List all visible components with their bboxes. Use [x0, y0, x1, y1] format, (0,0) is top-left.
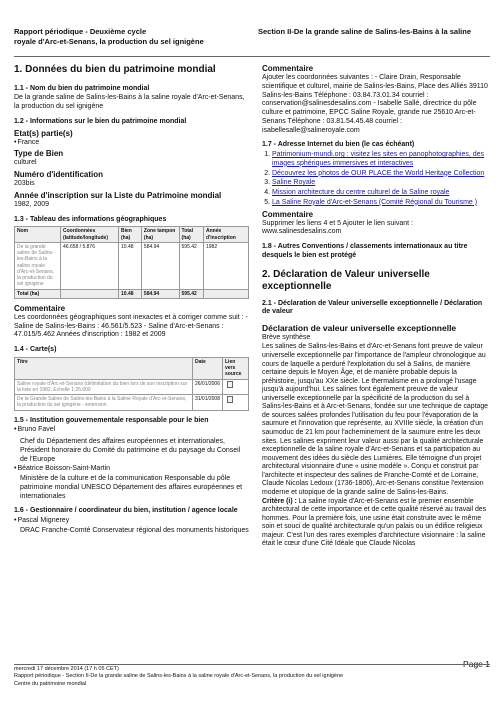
link-patrimonium[interactable]: Patrimonium-mundi.org : visitez les sites en panophotographies, des images sphériques immersives et interactives [272, 151, 485, 167]
annee-label: Année d'inscription sur la Liste du Patrimoine mondial [14, 190, 222, 200]
geo-cell: 584.94 [141, 242, 179, 289]
etats-value: France [17, 138, 40, 146]
maps-cell: 26/01/2006 [192, 379, 222, 395]
footer-date: mercredi 17 décembre 2014 (17 h 05 CET) [14, 666, 119, 672]
page-footer [14, 666, 490, 688]
breve-synthese: Brève synthèse [262, 333, 311, 341]
comment2-text: Supprimer les liens 4 et 5 Ajouter le lien suivant : www.salinesdesalins.com [262, 219, 413, 236]
link-crt[interactable]: La Saline Royale d'Arc-et-Senans (Comité Régional du Tourisme ) [272, 198, 478, 206]
s16-title: 1.6 - Gestionnaire / coordinateur du bien, institution / agence locale [14, 507, 238, 515]
s15-name: Bruno Favel [17, 426, 56, 434]
maps-th: Titre [15, 357, 193, 379]
document-icon[interactable] [227, 396, 233, 403]
list-item [272, 179, 490, 188]
list-item [272, 170, 490, 179]
etats-label: Etat(s) partie(s) [14, 128, 73, 138]
s16-name: Pascal Mignerey [17, 517, 70, 524]
table-row [15, 395, 249, 411]
list-item [272, 199, 490, 208]
geo-cell: 1982 [204, 242, 249, 289]
geo-th: Année d'inscription [204, 227, 249, 243]
section-title-line1: Section II-De la grande saline de Salins-les-Bains à la saline [258, 27, 471, 36]
maps-header-row [15, 357, 249, 379]
maps-cell: 31/01/2008 [192, 395, 222, 411]
page-number: Page 1 [463, 659, 490, 669]
comment-text: Ajouter les coordonnées suivantes : - Claire Drain, Responsable scientifique et culturel, mairie de Salins-les-Bains, Place des Alliés 39110 Salins-les-Bains Téléphone : 03.84.73.01.34 courriel : conservation@salinesdesalins.com - Isabelle Sallé, directrice du pôle culture et patrimoine, EPCC Saline Royale, grande rue 25610 Arc-et-Senans Téléphone : 03.81.54.45.48 courriel : isabellesalle@salineroyale.com [262, 74, 488, 134]
s14-title: 1.4 - Carte(s) [14, 346, 57, 353]
s11-text: De la grande saline de Salins-les-Bains à la saline royale d'Arc-et-Senans, la production du sel ignigène [14, 94, 245, 110]
dvue-body: Les salines de Salins-les-Bains et d'Arc-et-Senans font preuve de valeur universelle exceptionnelle par l'importance de l'ampleur chronologique au cours de laquelle a perduré l'exploitation du sel à Salins, de manière certaine depuis le Moyen Âge, et de manière probable depuis la préhistoire, jusqu'au XXe siècle. Le thermalisme en a prolongé l'usage jusqu'à aujourd'hui. Les salines font également preuve de valeur universelle exceptionnelle par la spécificité de la production du sel à Salins-les-Bains et à Arc-et-Senans, fondée sur une technique de captage de sources salées profondes l'utilisation du feu pour l'évaporation de la saumure et l'innovation que représente, au XVIIIe siècle, la création d'un saumoduc de 21 km pour l'acheminement de la saumure entre les deux sites. Les salines expriment leur valeur aussi par la qualité architecturale exceptionnelle de la saline royale d'Arc-et-Senans et sa participation au mouvement des idées du siècle des Lumières. Elle témoigne d'un projet architectural visionnaire d'une « usine modèle ». Conçu et construit par l'architecte et inspecteur des salines de Franche-Comté et de Lorraine, Claude Nicolas Ledoux (1736-1806), Arc-et-Senans constitue l'extension moderne et utopique de la grande saline de Salins-les-Bains. [262, 343, 489, 496]
geo-cell: De la grande saline de Salins-les-Bains à la saline royale d'Arc-et-Senans, la production du sel ignigène [15, 242, 61, 289]
s15-name2: Béatrice Boisson-Saint-Martin [17, 465, 111, 473]
footer-rule [14, 664, 490, 665]
table-total-row [15, 289, 249, 298]
maps-cell: Saline royale d'Arc-et-Senans (délimitation du bien lors de son inscription sur la liste en 1982. Echelle 1:25.000 [15, 379, 193, 395]
geo-cell [204, 289, 249, 298]
geo-cell: 584.94 [141, 289, 179, 298]
maps-th: Lien vers source [223, 357, 249, 379]
annee-value: 1982, 2009 [14, 200, 50, 208]
s16-text: DRAC Franche-Comté Conservateur régional des monuments historiques [20, 526, 249, 534]
geo-th: Nom [15, 227, 61, 243]
s12-title: 1.2 - Informations sur le bien du patrimoine mondial [14, 117, 187, 125]
geo-th: Bien (ha) [119, 227, 142, 243]
section-title-line2: royale d'Arc-et-Senans, la production du sel ignigène [14, 37, 204, 46]
maps-source-cell[interactable] [223, 395, 249, 411]
geo-th: Coordonnées (latitude/longitude) [61, 227, 119, 243]
num-label: Numéro d'identification [14, 170, 104, 179]
geo-table [14, 226, 249, 299]
maps-th: Date [192, 357, 222, 379]
footer-report: Rapport périodique - Section II-De la grande saline de Salins-les-Bains à la saline royale d'Arc-et-Senans, la production du sel ignigène [14, 673, 344, 680]
s15-text: Chef du Département des affaires européennes et internationales, Président honoraire du Comité du patrimoine et du paysage du Conseil de l'Europe [20, 438, 241, 463]
table-row [15, 379, 249, 395]
comment-label: Commentaire [262, 64, 314, 73]
comment2-label: Commentaire [262, 209, 314, 219]
left-column [14, 64, 249, 537]
num-value: 203bis [14, 180, 35, 187]
s15-text2: Ministère de la culture et de la communication Responsable du pôle patrimoine mondial UNESCO Département des affaires européennes et internationales [20, 475, 243, 500]
right-column [262, 64, 490, 549]
s21-title: 2.1 - Déclaration de Valeur universelle exceptionnelle / Déclaration de valeur [262, 299, 483, 316]
comment-text: Les coordonnées géographiques sont inexactes et à corriger comme suit : - Saline de Salins-les-Bains : 46.561/5.523 - Saline d'Arc-et-Senans : 47.015/5.462 Années d'inscription : 1982 et 2009 [14, 313, 248, 339]
table-row [15, 242, 249, 289]
geo-header-row [15, 227, 249, 243]
comment-label: Commentaire [14, 303, 66, 313]
s18-title: 1.8 - Autres Conventions / classements internationaux au titre desquels le bien est protégé [262, 243, 468, 259]
geo-cell: 595.42 [179, 289, 203, 298]
link-mission-architecture[interactable]: Mission architecture du centre culturel de la Saline royale [272, 189, 450, 196]
link-saline-royale[interactable]: Saline Royale [272, 179, 316, 187]
maps-table [14, 357, 249, 411]
geo-th: Total (ha) [179, 227, 203, 243]
geo-cell: 46.658 / 5.876 [61, 242, 119, 289]
s11-title: 1.1 - Nom du bien du patrimoine mondial [14, 84, 150, 92]
s13-title: 1.3 - Tableau des informations géographiques [14, 215, 167, 223]
criterion-label: Critère (i) : [262, 497, 297, 505]
geo-cell: 10.48 [119, 289, 142, 298]
link-our-place[interactable]: Découvrez les photos de OUR PLACE the World Heritage Collection [272, 169, 485, 177]
s17-title: 1.7 - Adresse Internet du bien (le cas échéant) [262, 141, 415, 149]
footer-org: Centre du patrimoine mondial [14, 680, 87, 687]
section-2-title: 2. Déclaration de Valeur universelle exceptionnelle [262, 268, 430, 292]
geo-cell: 595.42 [179, 242, 203, 289]
maps-source-cell[interactable] [223, 379, 249, 395]
document-icon[interactable] [227, 381, 233, 388]
type-value: culturel [14, 159, 37, 167]
dvue-title: Déclaration de valeur universelle exceptionnelle [262, 323, 457, 333]
s15-title: 1.5 - Institution gouvernementale responsable pour le bien [14, 416, 209, 424]
report-title: Rapport périodique - Deuxième cycle [14, 27, 147, 36]
geo-cell [61, 289, 119, 298]
list-item [272, 189, 490, 198]
geo-th: Zone tampon (ha) [141, 227, 179, 243]
type-label: Type de Bien [14, 149, 64, 159]
links-list [262, 151, 490, 208]
geo-cell: 10.48 [119, 242, 142, 289]
section-1-title: 1. Données du bien du patrimoine mondial [14, 64, 216, 75]
criterion-text: La saline royale d'Arc-et-Senans est le premier ensemble architectural de cette importance et de cette qualité réservé au travail des hommes. Pour la première fois, une usine était construite avec le même soin et souci de qualité architecturale qu'un palais ou un édifice religieux majeur. C'est l'un des rares exemples d'architecture visionnaire : la saline était le cœur d'une Cité Idéale que Claude Nicolas [262, 497, 487, 548]
geo-cell: Total (ha) [15, 289, 61, 298]
maps-cell: De la Grande Saline de Salins-les-Bains à la Saline Royale d'Arc-et-Senans, la production du sel ignigène - extension [15, 395, 193, 411]
list-item [272, 151, 490, 169]
header-rule [14, 56, 490, 57]
